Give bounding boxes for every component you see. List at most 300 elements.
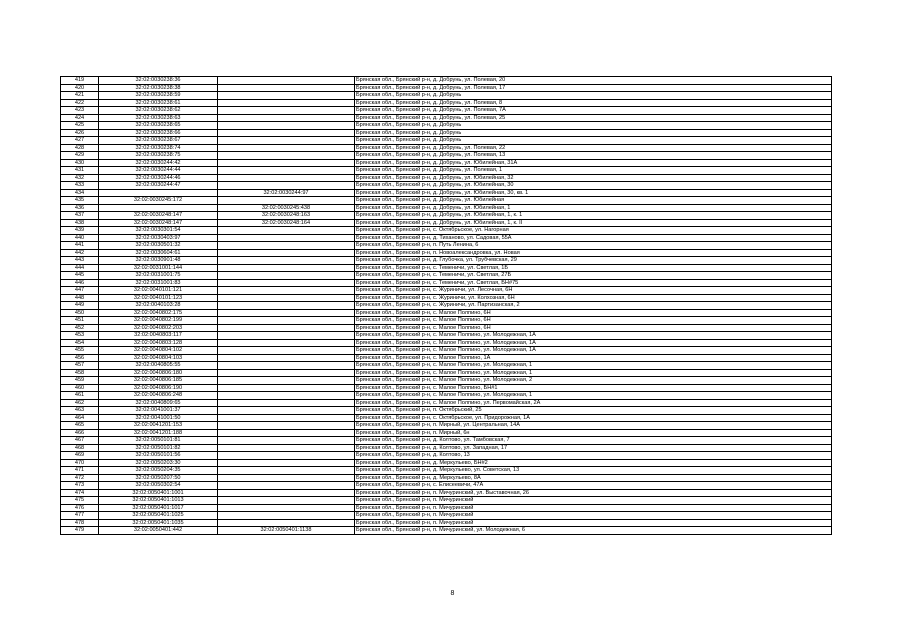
building-cadastral-number-cell — [218, 452, 355, 460]
table-row — [61, 219, 832, 227]
cadastral-number-cell: 32:02:0030238:67 — [99, 137, 218, 145]
cadastral-number-cell: 32:02:0050401:1035 — [99, 519, 218, 527]
building-cadastral-number-cell: 32:02:0030244:97 — [218, 189, 355, 197]
row-number-cell: 442 — [61, 249, 99, 257]
address-cell: Брянская обл., Брянский р-н, д. Добрунь — [355, 122, 832, 130]
table-row — [61, 227, 832, 235]
row-number-cell: 458 — [61, 369, 99, 377]
row-number-cell: 431 — [61, 167, 99, 175]
address-cell: Брянская обл., Брянский р-н, д. Добрунь, ул. Полевая, 13 — [355, 152, 832, 160]
table-row — [61, 182, 832, 190]
row-number-cell: 433 — [61, 182, 99, 190]
building-cadastral-number-cell — [218, 249, 355, 257]
cadastral-number-cell: 32:02:0050401:1025 — [99, 512, 218, 520]
building-cadastral-number-cell — [218, 84, 355, 92]
table-row — [61, 249, 832, 257]
cadastral-number-cell: 32:02:0041201:188 — [99, 429, 218, 437]
cadastral-number-cell: 32:02:0041201:153 — [99, 422, 218, 430]
table-row — [61, 174, 832, 182]
row-number-cell: 439 — [61, 227, 99, 235]
table-row — [61, 444, 832, 452]
address-cell: Брянская обл., Брянский р-н, с. Малое Полпино, ул. Молодежная, 1 — [355, 392, 832, 400]
table-row — [61, 519, 832, 527]
address-cell: Брянская обл., Брянский р-н, д. Меркульево, БН#2 — [355, 459, 832, 467]
row-number-cell: 466 — [61, 429, 99, 437]
table-row — [61, 137, 832, 145]
row-number-cell: 464 — [61, 414, 99, 422]
cadastral-number-cell: 32:02:0050203:30 — [99, 459, 218, 467]
cadastral-number-cell: 32:02:0040809:65 — [99, 399, 218, 407]
address-cell: Брянская обл., Брянский р-н, с. Малое Полпино, ул. Молодежная, 1А — [355, 332, 832, 340]
row-number-cell: 443 — [61, 257, 99, 265]
cadastral-number-cell: 32:02:0031001:75 — [99, 272, 218, 280]
address-cell: Брянская обл., Брянский р-н, д. Добрунь, ул. Юбилейная, 31А — [355, 159, 832, 167]
row-number-cell: 447 — [61, 287, 99, 295]
cadastral-number-cell: 32:02:0030244:42 — [99, 159, 218, 167]
building-cadastral-number-cell — [218, 519, 355, 527]
table-row — [61, 152, 832, 160]
building-cadastral-number-cell — [218, 257, 355, 265]
cadastral-number-cell: 32:02:0030244:44 — [99, 167, 218, 175]
table-row — [61, 114, 832, 122]
table-row — [61, 399, 832, 407]
row-number-cell: 468 — [61, 444, 99, 452]
table-row — [61, 362, 832, 370]
address-cell: Брянская обл., Брянский р-н, с. Журиничи, ул. Колхозная, 6Н — [355, 294, 832, 302]
cadastral-number-cell — [99, 189, 218, 197]
row-number-cell: 467 — [61, 437, 99, 445]
building-cadastral-number-cell — [218, 234, 355, 242]
cadastral-number-cell: 32:02:0040101:123 — [99, 294, 218, 302]
cadastral-number-cell: 32:02:0050204:35 — [99, 467, 218, 475]
building-cadastral-number-cell — [218, 384, 355, 392]
row-number-cell: 455 — [61, 347, 99, 355]
cadastral-number-cell: 32:02:0030238:61 — [99, 99, 218, 107]
building-cadastral-number-cell — [218, 339, 355, 347]
table-row — [61, 354, 832, 362]
building-cadastral-number-cell — [218, 272, 355, 280]
address-cell: Брянская обл., Брянский р-н, п. Мичуринский — [355, 519, 832, 527]
row-number-cell: 462 — [61, 399, 99, 407]
row-number-cell: 432 — [61, 174, 99, 182]
row-number-cell: 421 — [61, 92, 99, 100]
cadastral-number-cell: 32:02:0040802:203 — [99, 324, 218, 332]
building-cadastral-number-cell — [218, 324, 355, 332]
cadastral-number-cell: 32:02:0041001:37 — [99, 407, 218, 415]
table-row — [61, 92, 832, 100]
table-row — [61, 77, 832, 85]
table-row — [61, 369, 832, 377]
row-number-cell: 472 — [61, 474, 99, 482]
cadastral-number-cell: 32:02:0030301:54 — [99, 227, 218, 235]
building-cadastral-number-cell — [218, 287, 355, 295]
table-row — [61, 527, 832, 535]
table-row — [61, 287, 832, 295]
row-number-cell: 445 — [61, 272, 99, 280]
building-cadastral-number-cell — [218, 227, 355, 235]
building-cadastral-number-cell — [218, 152, 355, 160]
table-row — [61, 482, 832, 490]
table-row — [61, 459, 832, 467]
row-number-cell: 425 — [61, 122, 99, 130]
building-cadastral-number-cell — [218, 362, 355, 370]
table-row — [61, 489, 832, 497]
address-cell: Брянская обл., Брянский р-н, с. Малое Полпино, БН#1 — [355, 384, 832, 392]
cadastral-number-cell: 32:02:0050401:1013 — [99, 497, 218, 505]
address-cell: Брянская обл., Брянский р-н, д. Добрунь, ул. Полевая, 1 — [355, 167, 832, 175]
cadastral-number-cell: 32:02:0050101:56 — [99, 452, 218, 460]
building-cadastral-number-cell — [218, 347, 355, 355]
registry-table — [60, 76, 832, 535]
address-cell: Брянская обл., Брянский р-н, п. Мичуринский — [355, 512, 832, 520]
table-row — [61, 197, 832, 205]
row-number-cell: 435 — [61, 197, 99, 205]
address-cell: Брянская обл., Брянский р-н, д. Колтово, ул. Тамбовская, 7 — [355, 437, 832, 445]
table-row — [61, 212, 832, 220]
building-cadastral-number-cell: 32:02:0050401:1138 — [218, 527, 355, 535]
cadastral-number-cell: 32:02:0050401:1001 — [99, 489, 218, 497]
table-row — [61, 347, 832, 355]
row-number-cell: 454 — [61, 339, 99, 347]
address-cell: Брянская обл., Брянский р-н, д. Добрунь, ул. Полевая, 22 — [355, 144, 832, 152]
row-number-cell: 422 — [61, 99, 99, 107]
building-cadastral-number-cell — [218, 167, 355, 175]
table-row — [61, 392, 832, 400]
address-cell: Брянская обл., Брянский р-н, д. Добрунь — [355, 92, 832, 100]
address-cell: Брянская обл., Брянский р-н, д. Колтово, 13 — [355, 452, 832, 460]
address-cell: Брянская обл., Брянский р-н, п. Мирный, ул. Центральная, 14А — [355, 422, 832, 430]
row-number-cell: 446 — [61, 279, 99, 287]
row-number-cell: 430 — [61, 159, 99, 167]
row-number-cell: 429 — [61, 152, 99, 160]
cadastral-number-cell: 32:02:0031001:83 — [99, 279, 218, 287]
building-cadastral-number-cell — [218, 137, 355, 145]
table-row — [61, 272, 832, 280]
row-number-cell: 477 — [61, 512, 99, 520]
address-cell: Брянская обл., Брянский р-н, с. Октябрьское, ул. Придорожная, 1А — [355, 414, 832, 422]
row-number-cell: 469 — [61, 452, 99, 460]
table-row — [61, 422, 832, 430]
building-cadastral-number-cell — [218, 122, 355, 130]
cadastral-number-cell: 32:02:0030244:47 — [99, 182, 218, 190]
row-number-cell: 434 — [61, 189, 99, 197]
building-cadastral-number-cell — [218, 354, 355, 362]
row-number-cell: 451 — [61, 317, 99, 325]
cadastral-number-cell: 32:02:0050101:81 — [99, 437, 218, 445]
cadastral-number-cell: 32:02:0040803:117 — [99, 332, 218, 340]
address-cell: Брянская обл., Брянский р-н, д. Добрунь, ул. Полевая, 17 — [355, 84, 832, 92]
row-number-cell: 423 — [61, 107, 99, 115]
address-cell: Брянская обл., Брянский р-н, с. Журиничи, ул. Партизанская, 2 — [355, 302, 832, 310]
cadastral-number-cell: 32:02:0030501:32 — [99, 242, 218, 250]
building-cadastral-number-cell — [218, 489, 355, 497]
cadastral-number-cell: 32:02:0030238:63 — [99, 114, 218, 122]
building-cadastral-number-cell — [218, 182, 355, 190]
row-number-cell: 476 — [61, 504, 99, 512]
building-cadastral-number-cell — [218, 129, 355, 137]
address-cell: Брянская обл., Брянский р-н, с. Малое Полпино, ул. Молодежная, 1 — [355, 369, 832, 377]
address-cell: Брянская обл., Брянский р-н, с. Малое Полпино, ул. Молодежная, 1А — [355, 347, 832, 355]
row-number-cell: 471 — [61, 467, 99, 475]
building-cadastral-number-cell — [218, 114, 355, 122]
table-row — [61, 414, 832, 422]
cadastral-number-cell: 32:02:0030238:75 — [99, 152, 218, 160]
address-cell: Брянская обл., Брянский р-н, с. Теменичи, ул. Светлая, 1Б — [355, 264, 832, 272]
building-cadastral-number-cell — [218, 392, 355, 400]
cadastral-number-cell: 32:02:0030238:74 — [99, 144, 218, 152]
building-cadastral-number-cell: 32:02:0030248:163 — [218, 212, 355, 220]
building-cadastral-number-cell — [218, 159, 355, 167]
row-number-cell: 470 — [61, 459, 99, 467]
address-cell: Брянская обл., Брянский р-н, д. Добрунь, ул. Полевая, 25 — [355, 114, 832, 122]
cadastral-number-cell: 32:02:0040806:180 — [99, 369, 218, 377]
address-cell: Брянская обл., Брянский р-н, д. Добрунь — [355, 137, 832, 145]
table-row — [61, 429, 832, 437]
building-cadastral-number-cell: 32:02:0030245:438 — [218, 204, 355, 212]
table-row — [61, 504, 832, 512]
address-cell: Брянская обл., Брянский р-н, д. Добрунь, ул. Юбилейная — [355, 197, 832, 205]
address-cell: Брянская обл., Брянский р-н, п. Новоалександровка, ул. Новая — [355, 249, 832, 257]
table-row — [61, 129, 832, 137]
building-cadastral-number-cell — [218, 174, 355, 182]
cadastral-number-cell: 32:02:0040802:175 — [99, 309, 218, 317]
building-cadastral-number-cell — [218, 482, 355, 490]
building-cadastral-number-cell — [218, 437, 355, 445]
building-cadastral-number-cell — [218, 497, 355, 505]
address-cell: Брянская обл., Брянский р-н, д. Добрунь, ул. Полевая, 20 — [355, 77, 832, 85]
row-number-cell: 444 — [61, 264, 99, 272]
row-number-cell: 453 — [61, 332, 99, 340]
table-row — [61, 159, 832, 167]
table-row — [61, 144, 832, 152]
address-cell: Брянская обл., Брянский р-н, с. Малое Полпино, 6Н — [355, 324, 832, 332]
building-cadastral-number-cell — [218, 242, 355, 250]
cadastral-number-cell: 32:02:0030248:147 — [99, 212, 218, 220]
building-cadastral-number-cell — [218, 377, 355, 385]
cadastral-number-cell: 32:02:0050401:1017 — [99, 504, 218, 512]
cadastral-number-cell: 32:02:0040805:55 — [99, 362, 218, 370]
building-cadastral-number-cell — [218, 429, 355, 437]
row-number-cell: 461 — [61, 392, 99, 400]
row-number-cell: 459 — [61, 377, 99, 385]
table-row — [61, 257, 832, 265]
building-cadastral-number-cell — [218, 294, 355, 302]
table-row — [61, 467, 832, 475]
building-cadastral-number-cell — [218, 302, 355, 310]
address-cell: Брянская обл., Брянский р-н, д. Добрунь, ул. Юбилейная, 30, кв. 1 — [355, 189, 832, 197]
building-cadastral-number-cell — [218, 144, 355, 152]
building-cadastral-number-cell — [218, 77, 355, 85]
building-cadastral-number-cell — [218, 459, 355, 467]
cadastral-number-cell: 32:02:0050101:82 — [99, 444, 218, 452]
row-number-cell: 440 — [61, 234, 99, 242]
building-cadastral-number-cell — [218, 444, 355, 452]
table-row — [61, 122, 832, 130]
row-number-cell: 478 — [61, 519, 99, 527]
building-cadastral-number-cell — [218, 317, 355, 325]
cadastral-number-cell: 32:02:0040103:28 — [99, 302, 218, 310]
cadastral-number-cell — [99, 204, 218, 212]
table-row — [61, 204, 832, 212]
address-cell: Брянская обл., Брянский р-н, д. Добрунь — [355, 129, 832, 137]
building-cadastral-number-cell — [218, 369, 355, 377]
address-cell: Брянская обл., Брянский р-н, д. Колтово, ул. Западная, 17 — [355, 444, 832, 452]
row-number-cell: 479 — [61, 527, 99, 535]
cadastral-number-cell: 32:02:0030238:62 — [99, 107, 218, 115]
table-row — [61, 512, 832, 520]
address-cell: Брянская обл., Брянский р-н, с. Октябрьское, ул. Нагорная — [355, 227, 832, 235]
table-row — [61, 189, 832, 197]
table-row — [61, 302, 832, 310]
table-row — [61, 107, 832, 115]
row-number-cell: 424 — [61, 114, 99, 122]
table-row — [61, 384, 832, 392]
table-row — [61, 99, 832, 107]
cadastral-number-cell: 32:02:0040804:102 — [99, 347, 218, 355]
table-row — [61, 452, 832, 460]
row-number-cell: 456 — [61, 354, 99, 362]
table-row — [61, 234, 832, 242]
cadastral-number-cell: 32:02:0030238:66 — [99, 129, 218, 137]
table-row — [61, 377, 832, 385]
table-row — [61, 332, 832, 340]
table-row — [61, 474, 832, 482]
building-cadastral-number-cell — [218, 332, 355, 340]
address-cell: Брянская обл., Брянский р-н, с. Малое Полпино, ул. Молодежная, 1 — [355, 362, 832, 370]
cadastral-number-cell: 32:02:0040806:185 — [99, 377, 218, 385]
address-cell: Брянская обл., Брянский р-н, с. Малое Полпино, 6Н — [355, 317, 832, 325]
address-cell: Брянская обл., Брянский р-н, д. Добрунь, ул. Юбилейная, 1, к. 1 — [355, 212, 832, 220]
row-number-cell: 450 — [61, 309, 99, 317]
building-cadastral-number-cell — [218, 399, 355, 407]
cadastral-number-cell: 32:02:0030244:46 — [99, 174, 218, 182]
address-cell: Брянская обл., Брянский р-н, с. Елисеевичи, 47А — [355, 482, 832, 490]
table-row — [61, 309, 832, 317]
cadastral-number-cell: 32:02:0030238:38 — [99, 84, 218, 92]
table-row — [61, 317, 832, 325]
cadastral-number-cell: 32:02:0030604:61 — [99, 249, 218, 257]
row-number-cell: 420 — [61, 84, 99, 92]
building-cadastral-number-cell — [218, 407, 355, 415]
table-row — [61, 324, 832, 332]
row-number-cell: 457 — [61, 362, 99, 370]
row-number-cell: 452 — [61, 324, 99, 332]
row-number-cell: 474 — [61, 489, 99, 497]
address-cell: Брянская обл., Брянский р-н, д. Добрунь, ул. Полевая, 7А — [355, 107, 832, 115]
row-number-cell: 448 — [61, 294, 99, 302]
address-cell: Брянская обл., Брянский р-н, с. Малое Полпино, ул. Молодежная, 2 — [355, 377, 832, 385]
table-row — [61, 242, 832, 250]
address-cell: Брянская обл., Брянский р-н, п. Мичуринский — [355, 497, 832, 505]
table-row — [61, 264, 832, 272]
address-cell: Брянская обл., Брянский р-н, п. Путь Ленина, 6 — [355, 242, 832, 250]
address-cell: Брянская обл., Брянский р-н, с. Малое Полпино, 1А — [355, 354, 832, 362]
address-cell: Брянская обл., Брянский р-н, п. Мичуринский, ул. Выставочная, 26 — [355, 489, 832, 497]
row-number-cell: 438 — [61, 219, 99, 227]
cadastral-number-cell: 32:02:0031001:144 — [99, 264, 218, 272]
row-number-cell: 426 — [61, 129, 99, 137]
row-number-cell: 475 — [61, 497, 99, 505]
building-cadastral-number-cell — [218, 309, 355, 317]
page-number: 8 — [450, 590, 455, 597]
cadastral-number-cell: 32:02:0040101:121 — [99, 287, 218, 295]
cadastral-number-cell: 32:02:0050302:54 — [99, 482, 218, 490]
row-number-cell: 427 — [61, 137, 99, 145]
address-cell: Брянская обл., Брянский р-н, с. Теменичи, ул. Светлая, БН#75 — [355, 279, 832, 287]
address-cell: Брянская обл., Брянский р-н, д. Добрунь, ул. Юбилейная, 30 — [355, 182, 832, 190]
address-cell: Брянская обл., Брянский р-н, д. Добрунь, ул. Полевая, 8 — [355, 99, 832, 107]
address-cell: Брянская обл., Брянский р-н, д. Добрунь, ул. Юбилейная, 1, к. II — [355, 219, 832, 227]
building-cadastral-number-cell — [218, 504, 355, 512]
address-cell: Брянская обл., Брянский р-н, п. Октябрьский, 25 — [355, 407, 832, 415]
building-cadastral-number-cell — [218, 99, 355, 107]
building-cadastral-number-cell — [218, 467, 355, 475]
address-cell: Брянская обл., Брянский р-н, д. Добрунь, ул. Юбилейная, 1 — [355, 204, 832, 212]
row-number-cell: 463 — [61, 407, 99, 415]
address-cell: Брянская обл., Брянский р-н, с. Малое Полпино, ул. Первомайская, 2А — [355, 399, 832, 407]
table-row — [61, 437, 832, 445]
address-cell: Брянская обл., Брянский р-н, д. Глубочка, ул. Трубчевская, 29 — [355, 257, 832, 265]
building-cadastral-number-cell: 32:02:0030248:164 — [218, 219, 355, 227]
cadastral-number-cell: 32:02:0040803:128 — [99, 339, 218, 347]
table-row — [61, 84, 832, 92]
row-number-cell: 441 — [61, 242, 99, 250]
row-number-cell: 419 — [61, 77, 99, 85]
cadastral-number-cell: 32:02:0030238:59 — [99, 92, 218, 100]
table-row — [61, 497, 832, 505]
cadastral-number-cell: 32:02:0040802:199 — [99, 317, 218, 325]
address-cell: Брянская обл., Брянский р-н, д. Меркульево, 8А — [355, 474, 832, 482]
row-number-cell: 436 — [61, 204, 99, 212]
building-cadastral-number-cell — [218, 279, 355, 287]
building-cadastral-number-cell — [218, 264, 355, 272]
cadastral-number-cell: 32:02:0040806:190 — [99, 384, 218, 392]
building-cadastral-number-cell — [218, 422, 355, 430]
table-row — [61, 407, 832, 415]
address-cell: Брянская обл., Брянский р-н, д. Тиханово, ул. Садовая, 55А — [355, 234, 832, 242]
table-row — [61, 279, 832, 287]
building-cadastral-number-cell — [218, 414, 355, 422]
address-cell: Брянская обл., Брянский р-н, п. Мирный, 6н — [355, 429, 832, 437]
row-number-cell: 460 — [61, 384, 99, 392]
address-cell: Брянская обл., Брянский р-н, д. Добрунь, ул. Юбилейная, 32 — [355, 174, 832, 182]
cadastral-number-cell: 32:02:0030403:97 — [99, 234, 218, 242]
cadastral-number-cell: 32:02:0040804:103 — [99, 354, 218, 362]
address-cell: Брянская обл., Брянский р-н, с. Малое Полпино, 6Н — [355, 309, 832, 317]
building-cadastral-number-cell — [218, 107, 355, 115]
cadastral-number-cell: 32:02:0041001:50 — [99, 414, 218, 422]
registry-table-body — [61, 77, 832, 535]
cadastral-number-cell: 32:02:0050401:442 — [99, 527, 218, 535]
building-cadastral-number-cell — [218, 474, 355, 482]
cadastral-number-cell: 32:02:0030901:48 — [99, 257, 218, 265]
cadastral-number-cell: 32:02:0040806:248 — [99, 392, 218, 400]
building-cadastral-number-cell — [218, 512, 355, 520]
cadastral-number-cell: 32:02:0030245:172 — [99, 197, 218, 205]
cadastral-number-cell: 32:02:0050207:50 — [99, 474, 218, 482]
address-cell: Брянская обл., Брянский р-н, с. Теменичи, ул. Светлая, 27Б — [355, 272, 832, 280]
row-number-cell: 428 — [61, 144, 99, 152]
address-cell: Брянская обл., Брянский р-н, п. Мичуринский, ул. Молодежная, 6 — [355, 527, 832, 535]
address-cell: Брянская обл., Брянский р-н, п. Мичуринский — [355, 504, 832, 512]
row-number-cell: 437 — [61, 212, 99, 220]
table-row — [61, 339, 832, 347]
address-cell: Брянская обл., Брянский р-н, д. Меркульево, ул. Советская, 13 — [355, 467, 832, 475]
cadastral-number-cell: 32:02:0030238:36 — [99, 77, 218, 85]
address-cell: Брянская обл., Брянский р-н, с. Малое Полпино, ул. Молодежная, 1А — [355, 339, 832, 347]
row-number-cell: 473 — [61, 482, 99, 490]
building-cadastral-number-cell — [218, 92, 355, 100]
